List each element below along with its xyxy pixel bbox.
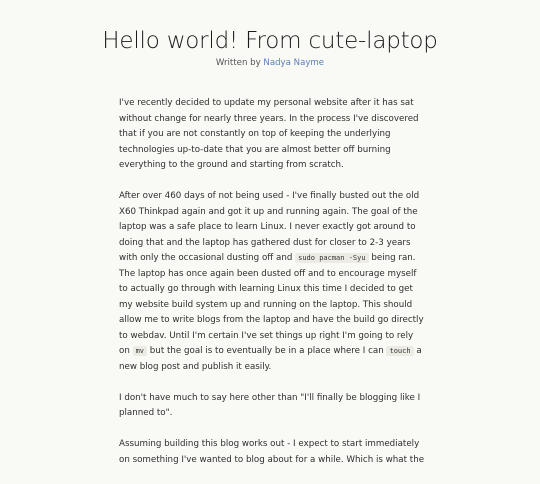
post-header [0,0,540,69]
paragraph-4: Assuming building this blog works out - I expect to start immediately on something I've wanted to blog about for a while. Which is what the [119,439,425,465]
paragraph-2-text-d: a new blog post and publish it easily. [119,346,422,372]
inline-code-touch: touch [386,346,413,356]
post-title: Hello world! From cute-laptop [102,28,438,54]
paragraph-2 [119,189,425,375]
author-link[interactable]: Nadya Nayme [263,58,325,68]
inline-code-mv: mv [133,346,147,356]
byline-prefix: Written by [215,58,261,68]
inline-code-pacman: sudo pacman -Syu [295,253,368,263]
paragraph-2-text-b: being ran. The laptop has once again been dusted off and to encourage myself to actually go through with learning Linux this time I decided to get my website build system up and running on the laptop. This should allow me to write blogs from the laptop and have the build go directly to webdav. Until I'm certain I've set things up right I'm going to rely on [119,253,424,356]
paragraph-3: I don't have much to say here other than "I'll finally be blogging like I planned to". [119,392,421,418]
paragraph-2-text-c: but the goal is to eventually be in a place where I can [149,346,384,356]
paragraph-1: I've recently decided to update my personal website after it has sat without change for nearly three years. In the process I've discovered that if you are not constantly on top of keeping the underlying technologies up-to-date that you are almost better off burning everything to the ground and starting from scratch. [119,98,419,170]
post-content [119,96,425,484]
byline [0,57,540,69]
paragraph-2-text-a: After over 460 days of not being used - I've finally busted out the old X60 Thinkpad again and got it up and running again. The goal of the laptop was a safe place to learn Linux. I never exactly got around to doing that and the laptop has gathered dust for closer to 2-3 years with only the occasional dusting off and [119,191,420,263]
